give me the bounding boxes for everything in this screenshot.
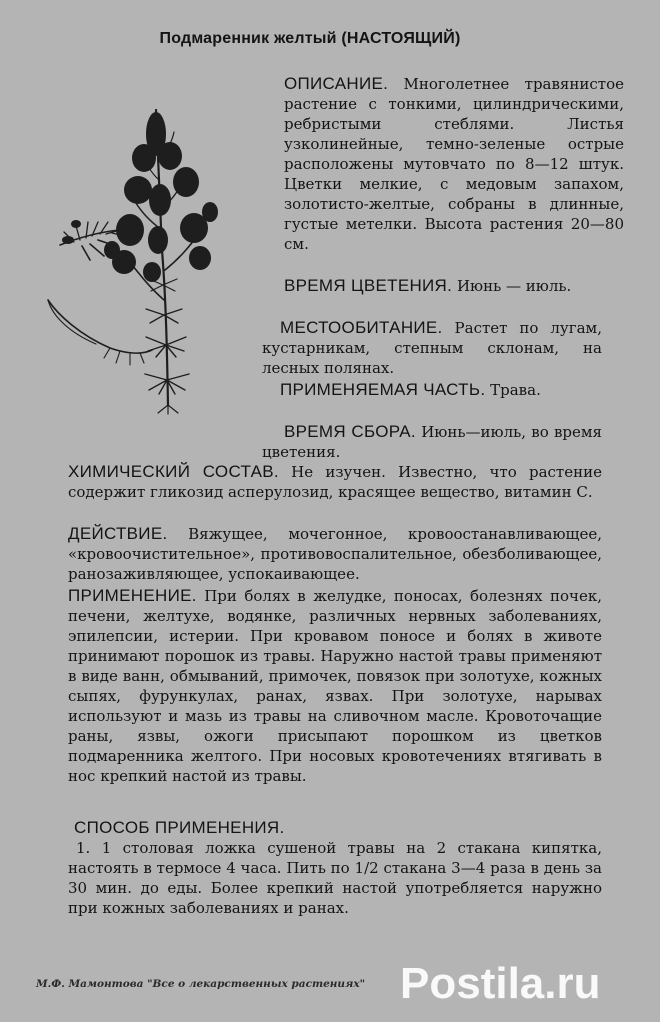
application-section — [68, 586, 602, 786]
part-used-heading: ПРИМЕНЯЕМАЯ ЧАСТЬ. — [280, 380, 486, 399]
book-credit: М.Ф. Мамонтова "Все о лекарственных растениях" — [36, 978, 366, 990]
plant-subtitle: (НАСТОЯЩИЙ) — [341, 30, 461, 47]
page-title — [0, 30, 620, 48]
action-text: Вяжущее, мочегонное, кровоостанавливающее, «кровоочистительное», противовоспалительное, обезболивающее, ранозаживляющее, успокаивающее. — [68, 525, 602, 583]
description-heading: ОПИСАНИЕ. — [284, 74, 389, 93]
action-section — [68, 524, 602, 584]
part-used-section — [262, 380, 602, 400]
habitat-section — [262, 318, 602, 378]
chemistry-text: Не изучен. Известно, что растение содержит гликозид асперулозид, красящее вещество, витамин С. — [68, 463, 602, 501]
description-text: Многолетнее травянистое растение с тонкими, цилиндрическими, ребристыми стеблями. Листья узколинейные, темно-зеленые острые расположены мутовчато по 8—12 штук. Цветки мелкие, с медовым запахом, золотисто-желтые, собраны в длинные, густые метелки. Высота растения 20—80 см. — [284, 75, 624, 253]
collection-heading: ВРЕМЯ СБОРА. — [284, 422, 416, 441]
flowering-heading: ВРЕМЯ ЦВЕТЕНИЯ. — [284, 276, 453, 295]
habitat-text: Растет по лугам, кустарникам, степным склонам, на лесных полянах. — [262, 319, 602, 377]
chemistry-heading: ХИМИЧЕСКИЙ СОСТАВ. — [68, 462, 279, 481]
plant-illustration — [40, 100, 250, 415]
part-used-text: Трава. — [490, 381, 541, 399]
flowering-text: Июнь — июль. — [456, 277, 572, 295]
method-section — [68, 818, 602, 918]
method-heading: СПОСОБ ПРИМЕНЕНИЯ. — [74, 818, 285, 837]
application-heading: ПРИМЕНЕНИЕ. — [68, 586, 197, 605]
flowering-section — [262, 276, 602, 296]
plant-name: Подмаренник желтый — [159, 30, 337, 47]
method-text: 1. 1 столовая ложка сушеной травы на 2 стакана кипятка, настоять в термосе 4 часа. Пить по 1/2 стакана 3—4 раза в день за 30 мин. до еды. Более крепкий настой употребляется наружно при кожных заболеваниях и ранах. — [68, 839, 602, 917]
chemistry-section — [68, 462, 602, 502]
postila-logo — [398, 950, 644, 1010]
collection-text: Июнь—июль, во время цветения. — [262, 423, 602, 461]
application-text: При болях в желудке, поносах, болезнях почек, печени, желтухе, водянке, различных нервных заболеваниях, эпилепсии, истерии. При кровавом поносе и болях в животе принимают порошок из травы. Наружно настой травы применяют в виде ванн, обмываний, примочек, повязок при золотухе, кожных сыпях, фурункулах, ранах, язвах. При золотухе, нарывах используют и мазь из травы на сливочном масле. Кровоточащие раны, язвы, ожоги присыпают порошком из цветков подмаренника желтого. При носовых кровотечениях втягивать в нос крепкий настой из травы. — [68, 587, 602, 785]
action-heading: ДЕЙСТВИЕ. — [68, 524, 168, 543]
collection-section — [262, 422, 602, 462]
habitat-heading: МЕСТООБИТАНИЕ. — [280, 318, 443, 337]
description-section — [284, 74, 624, 254]
postila-logo-text: Postila.ru — [400, 959, 601, 1008]
